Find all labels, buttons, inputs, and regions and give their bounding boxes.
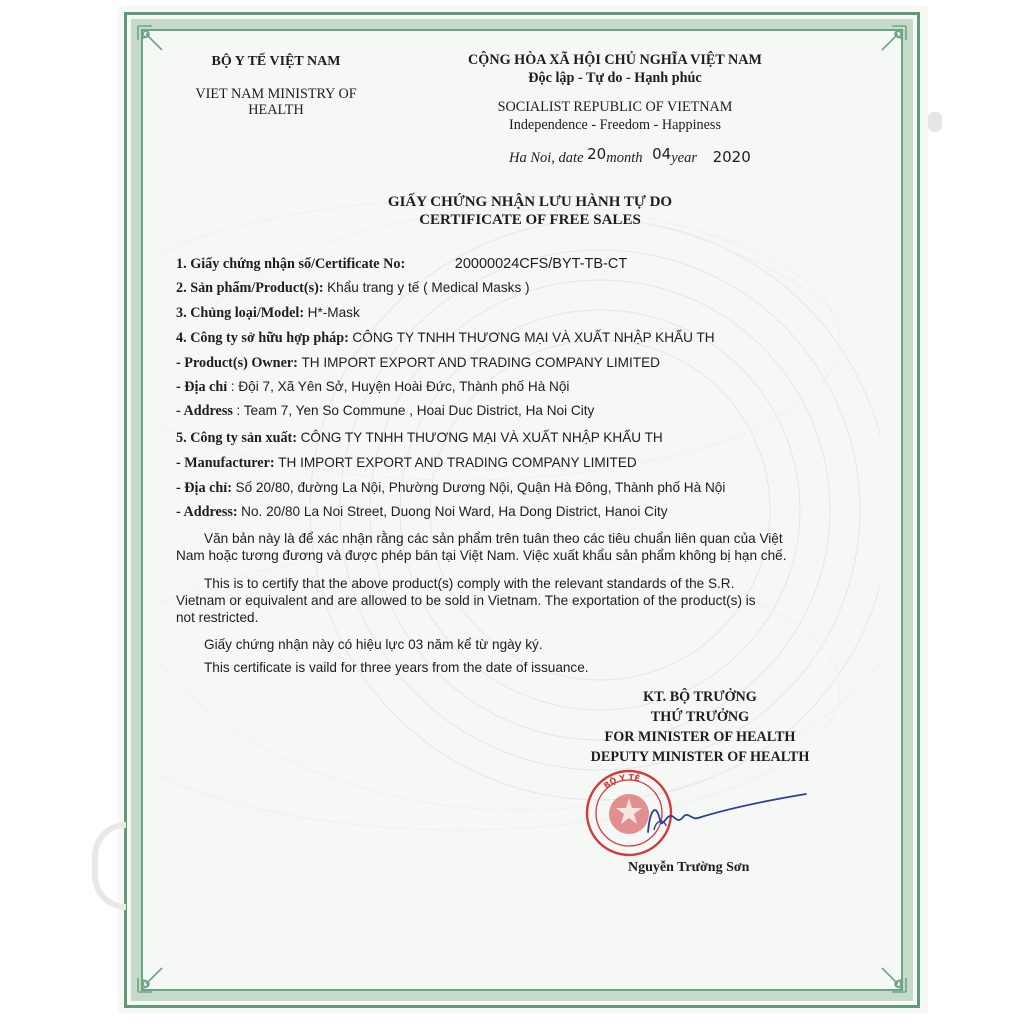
field-label: - Address:: [176, 504, 238, 520]
certification-en-line2: Vietnam or equivalent and are allowed to be sold in Vietnam. The exportation of the product(s) is: [176, 593, 756, 608]
validity-en: This certificate is vaild for three years from the date of issuance.: [204, 660, 589, 675]
field-label: 5. Công ty sản xuất:: [176, 430, 298, 446]
signature-title-en-1: FOR MINISTER OF HEALTH: [604, 729, 796, 745]
ministry-name-en-line1: VIET NAM MINISTRY OF: [195, 86, 357, 102]
signer-name: Nguyễn Trường Sơn: [628, 860, 750, 875]
date-year-label: year: [671, 150, 697, 166]
date-month: 04: [652, 145, 672, 163]
field-manufacturer-vi: [176, 430, 663, 447]
ministry-name-vi: BỘ Y TẾ VIỆT NAM: [211, 54, 341, 69]
corner-ornament-icon: [874, 22, 910, 58]
field-value: : Đội 7, Xã Yên Sở, Huyện Hoài Đức, Thành phố Hà Nội: [230, 379, 570, 394]
field-label: - Product(s) Owner:: [176, 355, 298, 371]
signature-title-vi-1: KT. BỘ TRƯỞNG: [643, 689, 757, 705]
field-value: H*-Mask: [307, 305, 360, 320]
field-manufacturer-address-vi: [176, 480, 725, 497]
republic-name-vi: CỘNG HÒA XÃ HỘI CHỦ NGHĨA VIỆT NAM: [468, 52, 762, 68]
field-label: 3. Chủng loại/Model:: [176, 305, 305, 321]
date-year: 2020: [712, 148, 751, 166]
field-owner-vi: [176, 330, 715, 347]
field-value: No. 20/80 La Noi Street, Duong Noi Ward, Ha Dong District, Hanoi City: [241, 504, 668, 519]
corner-ornament-icon: [874, 960, 910, 996]
field-label: - Address: [176, 403, 233, 419]
field-owner-en: [176, 355, 660, 372]
signature-title-en-2: DEPUTY MINISTER OF HEALTH: [590, 749, 810, 765]
date-month-label: month: [606, 150, 643, 166]
title-en: CERTIFICATE OF FREE SALES: [419, 212, 641, 228]
seal-text: BỘ Y TẾ: [602, 772, 641, 791]
republic-name-en: SOCIALIST REPUBLIC OF VIETNAM: [497, 99, 733, 115]
certification-vi-line1: Văn bản này là để xác nhận rằng các sản phẩm trên tuân theo các tiêu chuẩn liên quan của Việt: [204, 531, 783, 546]
field-label: 4. Công ty sở hữu hợp pháp:: [176, 330, 349, 346]
corner-ornament-icon: [134, 960, 170, 996]
certificate-number: 20000024CFS/BYT-TB-CT: [454, 256, 628, 272]
certification-en-line3: not restricted.: [176, 610, 259, 625]
date-day: 20: [587, 145, 607, 163]
corner-ornament-icon: [134, 22, 170, 58]
svg-text:BỘ Y TẾ: [602, 771, 642, 791]
field-model: [176, 305, 360, 322]
ministry-name-en-line2: HEALTH: [248, 102, 304, 118]
field-manufacturer-en: [176, 455, 637, 472]
field-owner-address-vi: [176, 379, 569, 396]
field-label: 2. Sản phẩm/Product(s):: [176, 280, 324, 296]
field-value: CÔNG TY TNHH THƯƠNG MẠI VÀ XUẤT NHẬP KHẨU TH: [300, 430, 663, 445]
field-certificate-no: [176, 256, 627, 273]
field-value: : Team 7, Yen So Commune , Hoai Duc District, Ha Noi City: [236, 403, 595, 418]
issue-date: [509, 145, 751, 167]
title-vi: GIẤY CHỨNG NHẬN LƯU HÀNH TỰ DO: [387, 194, 673, 210]
edge-mark: [92, 822, 126, 910]
field-label: 1. Giấy chứng nhận số/Certificate No:: [176, 256, 406, 272]
field-owner-address-en: [176, 403, 594, 420]
field-value: TH IMPORT EXPORT AND TRADING COMPANY LIMITED: [301, 355, 660, 370]
motto-en: Independence - Freedom - Happiness: [509, 117, 721, 133]
certification-vi-line2: Nam hoặc tương đương và được phép bán tại Việt Nam. Việc xuất khẩu sản phẩm không bị hạn chế.: [176, 548, 787, 563]
field-value: CÔNG TY TNHH THƯƠNG MẠI VÀ XUẤT NHẬP KHẨU TH: [352, 330, 715, 345]
field-label: - Địa chỉ:: [176, 480, 232, 496]
field-label: - Địa chỉ: [176, 379, 228, 395]
validity-vi: Giấy chứng nhận này có hiệu lực 03 năm kể từ ngày ký.: [204, 637, 543, 652]
field-manufacturer-address-en: [176, 504, 668, 521]
field-value: Số 20/80, đường La Nội, Phường Dương Nội, Quận Hà Đông, Thành phố Hà Nội: [235, 480, 726, 495]
field-label: - Manufacturer:: [176, 455, 275, 471]
motto-vi: Độc lập - Tự do - Hạnh phúc: [528, 70, 702, 86]
field-value: TH IMPORT EXPORT AND TRADING COMPANY LIMITED: [278, 455, 637, 470]
field-value: Khẩu trang y tế ( Medical Masks ): [327, 280, 530, 295]
edge-mark: [928, 112, 942, 132]
certification-en-line1: This is to certify that the above product(s) comply with the relevant standards of the S.R.: [204, 576, 735, 591]
field-product: [176, 280, 530, 297]
signature-title-vi-2: THỨ TRƯỞNG: [650, 709, 750, 725]
signature-icon: [620, 790, 820, 840]
date-prefix: Ha Noi, date: [509, 150, 584, 166]
